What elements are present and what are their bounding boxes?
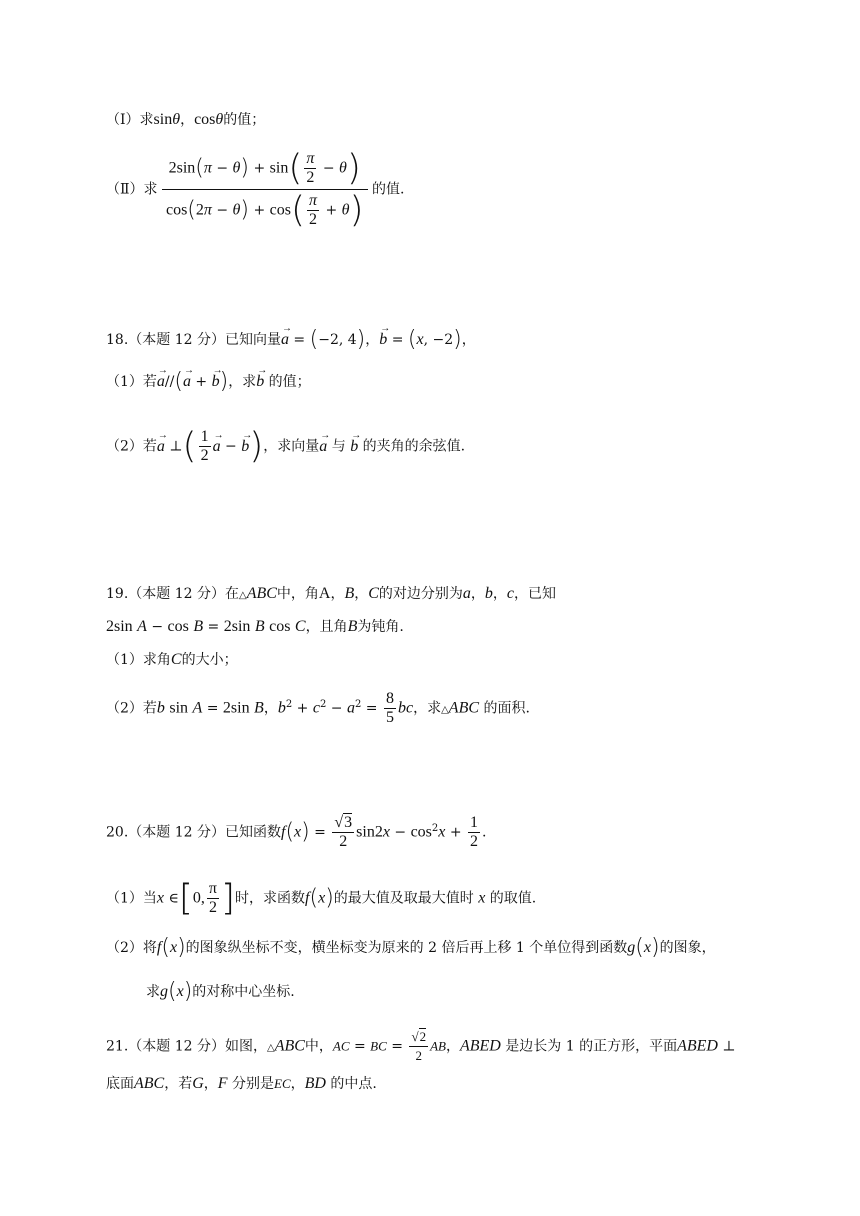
text: （1）若 xyxy=(106,374,157,390)
text: （2）若 xyxy=(106,438,157,455)
text: 中，角 xyxy=(276,586,319,602)
problem-18-head: 18.（本题 12 分）已知向量→ a = (−2, 4)，→ b = (x, −2)， xyxy=(106,330,476,350)
text: （2）将 xyxy=(106,940,157,956)
problem-21-head: 21.（本题 12 分）如图，△ABC中，AC = BC = $\frac{√2}{2}$ AB，ABED 是边长为 1 的正方形，平面ABED ⊥ xyxy=(106,1029,736,1063)
text: 中， xyxy=(304,1038,333,1055)
problem-19-condition: 2sin A − cos B = 2sin B cos C，且角B为钝角. xyxy=(106,618,404,635)
text: 的对边分别为 xyxy=(378,586,463,602)
problem-20-q1: （1）当x ∈[0, $\frac{\pi}{2}$ ]时，求函数f(x)的最大值及取最大值时 x 的取值. xyxy=(106,877,537,919)
text: 为钝角. xyxy=(357,619,404,635)
problem-19-head: 19.（本题 12 分）在△ABC中，角A，B，C的对边分别为a，b，c，已知 xyxy=(106,585,557,602)
text: ，求 xyxy=(228,374,257,390)
problem-19-q2: （2）若b sin A = 2sin B，$b^2 + c^2 - a^2$ = $\frac{8}{5}$ bc，求△ABC 的面积. xyxy=(106,690,530,726)
text: ，若 xyxy=(164,1076,193,1092)
text: 18.（本题 12 分）已知向量 xyxy=(106,332,281,348)
text: ，求向量 xyxy=(263,438,320,455)
problem-20-q2: （2）将f(x)的图象纵坐标不变，横坐标变为原来的 2 倍后再上移 1 个单位得到函数g(x)的图象， xyxy=(106,935,716,960)
text: 的图象纵坐标不变，横坐标变为原来的 2 倍后再上移 1 个单位得到函数 xyxy=(185,940,628,956)
text: 的夹角的余弦值. xyxy=(362,438,466,455)
text: 时，求函数 xyxy=(235,890,306,907)
problem-21-line2: 底面ABC，若G，F 分别是EC，BD 的中点. xyxy=(106,1075,377,1092)
text: 底面 xyxy=(106,1076,134,1092)
text: 的大小； xyxy=(181,652,238,668)
trig-fraction: 2sin(π − θ) + sin( $\frac{\pi}{2}$ − θ) cos(2π − θ) + cos( $\frac{\pi}{2}$ + θ) xyxy=(162,148,368,231)
text: ，求 xyxy=(413,700,442,717)
text: （Ⅰ）求 xyxy=(106,112,154,128)
text: （2）若 xyxy=(106,700,157,717)
text: 21.（本题 12 分）如图， xyxy=(106,1038,267,1055)
text: 的中点. xyxy=(330,1076,377,1092)
text: 的面积. xyxy=(483,700,530,717)
problem-18-q1: （1）若→ a//(→ a + → b)，求→ b 的值； xyxy=(106,372,311,392)
problem-20-q2-line2: 求g(x)的对称中心坐标. xyxy=(146,979,295,1004)
text: 的图象， xyxy=(659,940,716,956)
text: 求 xyxy=(146,984,160,1000)
text: （Ⅱ）求 xyxy=(106,181,158,198)
text: 是边长为 1 的正方形，平面 xyxy=(505,1038,678,1055)
text: ，且角 xyxy=(305,619,348,635)
text: 分别是 xyxy=(232,1076,275,1092)
problem-18-q2: （2）若→ a ⊥( $\frac{1}{2}$ → a − → b)，求向量→ a 与 → b 的夹角的余弦值. xyxy=(106,428,465,465)
problem-20-head: 20.（本题 12 分）已知函数f(x) = $\frac{√3}{2}$ $\sin 2x - \cos^2x$ + $\frac{1}{2}$ . xyxy=(106,814,487,850)
text: 的对称中心坐标. xyxy=(192,984,295,1000)
text: 的值. xyxy=(372,181,405,198)
text: 20.（本题 12 分）已知函数 xyxy=(106,824,281,841)
text: 的值； xyxy=(268,374,311,390)
text: ，已知 xyxy=(514,586,557,602)
problem-17-part1: （Ⅰ）求sinθ，cosθ的值； xyxy=(106,111,266,128)
text: （1）求角 xyxy=(106,652,171,668)
text: 的最大值及取最大值时 xyxy=(333,890,474,907)
text: （1）当 xyxy=(106,890,157,907)
text: 19.（本题 12 分）在 xyxy=(106,586,239,602)
text: 与 xyxy=(331,438,346,455)
problem-19-q1: （1）求角C的大小； xyxy=(106,651,238,668)
text: 的取值. xyxy=(489,890,537,907)
problem-17-part2 xyxy=(106,148,404,231)
text: 的值； xyxy=(223,112,266,128)
